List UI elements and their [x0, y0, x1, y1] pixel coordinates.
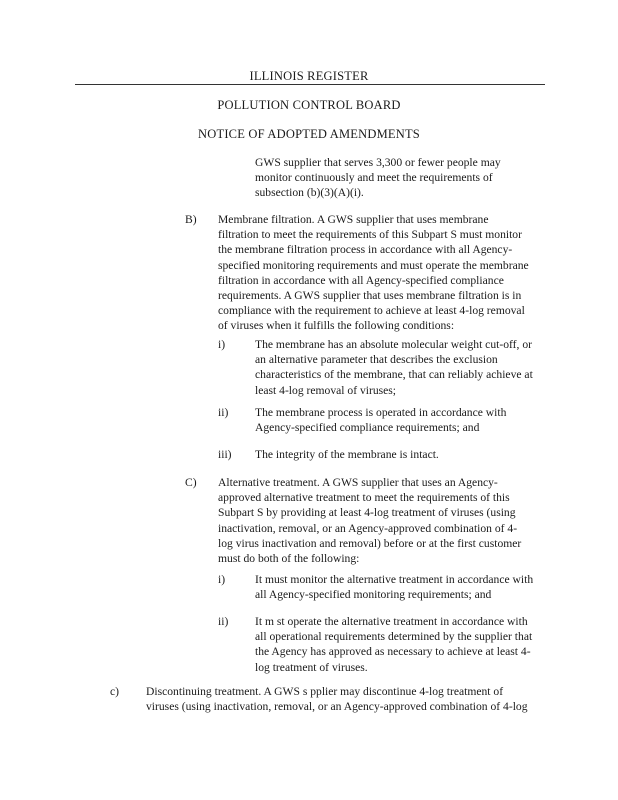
text-line: The integrity of the membrane is intact. — [255, 448, 439, 461]
subsection-label-c: C) — [185, 476, 197, 489]
text-line: Membrane filtration. A GWS supplier that uses membrane — [218, 213, 489, 226]
text-line: The membrane has an absolute molecular weight cut-off, or — [255, 338, 532, 351]
item-label-c-i: i) — [218, 573, 226, 586]
text-line: Agency-specified compliance requirements; and — [255, 421, 480, 435]
text-line: Subpart S by providing at least 4-log treatment of viruses (using — [218, 506, 516, 520]
text-line: must do both of the following: — [218, 552, 360, 566]
text-line: compliance with the requirement to achieve at least 4-log removal — [218, 304, 525, 318]
item-label-b-i: i) — [218, 338, 226, 351]
text-line: It must monitor the alternative treatment in accordance with — [255, 573, 534, 586]
discontinuing-treatment-paragraph — [146, 684, 528, 714]
text-line: subsection (b)(3)(A)(i). — [255, 186, 364, 200]
text-line: filtration to meet the requirements of this Subpart S must monitor — [218, 228, 522, 242]
header-rule — [75, 84, 545, 85]
item-label-c-ii: ii) — [218, 615, 229, 628]
alternative-treatment-paragraph — [218, 475, 521, 566]
text-line: all Agency-specified monitoring requirements; and — [255, 588, 492, 602]
text-line: specified monitoring requirements and must operate the membrane — [218, 258, 529, 272]
text-line: The membrane process is operated in accordance with — [255, 406, 507, 419]
text-line: log treatment of viruses. — [255, 660, 368, 674]
item-label-b-iii: iii) — [218, 448, 232, 461]
text-line: GWS supplier that serves 3,300 or fewer people may — [255, 156, 501, 169]
text-line: It m st operate the alternative treatment in accordance with — [255, 615, 528, 628]
text-line: all operational requirements determined by the supplier that — [255, 630, 533, 644]
text-line: filtration in accordance with all Agency-specified compliance — [218, 273, 504, 287]
item-b-ii-paragraph — [255, 405, 506, 435]
register-header: ILLINOIS REGISTER — [249, 69, 369, 83]
board-heading: POLLUTION CONTROL BOARD — [217, 98, 401, 112]
text-line: Alternative treatment. A GWS supplier that uses an Agency- — [218, 476, 498, 489]
membrane-filtration-paragraph — [218, 212, 529, 334]
text-line: Discontinuing treatment. A GWS s pplier may discontinue 4-log treatment of — [146, 685, 504, 698]
item-label-b-ii: ii) — [218, 406, 229, 419]
text-line: monitor continuously and meet the requirements of — [255, 171, 493, 185]
text-line: characteristics of the membrane, that can reliably achieve at — [255, 368, 533, 382]
text-line: of viruses when it fulfills the following conditions: — [218, 319, 455, 333]
item-b-i-paragraph — [255, 337, 533, 398]
subsection-label-c-lower: c) — [110, 685, 120, 698]
notice-heading: NOTICE OF ADOPTED AMENDMENTS — [198, 127, 420, 141]
item-b-iii-paragraph — [255, 447, 439, 462]
text-line: inactivation, removal, or an Agency-approved combination of 4- — [218, 521, 518, 535]
text-line: log virus inactivation and removal) before or at the first customer — [218, 536, 522, 550]
continuation-paragraph — [255, 155, 501, 201]
text-line: requirements. A GWS supplier that uses membrane filtration is in — [218, 289, 522, 303]
subsection-label-b: B) — [185, 213, 197, 226]
text-line: viruses (using inactivation, removal, or an Agency-approved combination of 4-log — [146, 700, 528, 714]
item-c-i-paragraph — [255, 572, 533, 602]
text-line: the membrane filtration process in accordance with all Agency- — [218, 243, 513, 257]
text-line: an alternative parameter that describes the exclusion — [255, 353, 498, 367]
text-line: the Agency has approved as necessary to achieve at least 4- — [255, 645, 531, 659]
text-line: least 4-log removal of viruses; — [255, 383, 397, 397]
item-c-ii-paragraph — [255, 614, 532, 675]
text-line: approved alternative treatment to meet the requirements of this — [218, 491, 510, 505]
